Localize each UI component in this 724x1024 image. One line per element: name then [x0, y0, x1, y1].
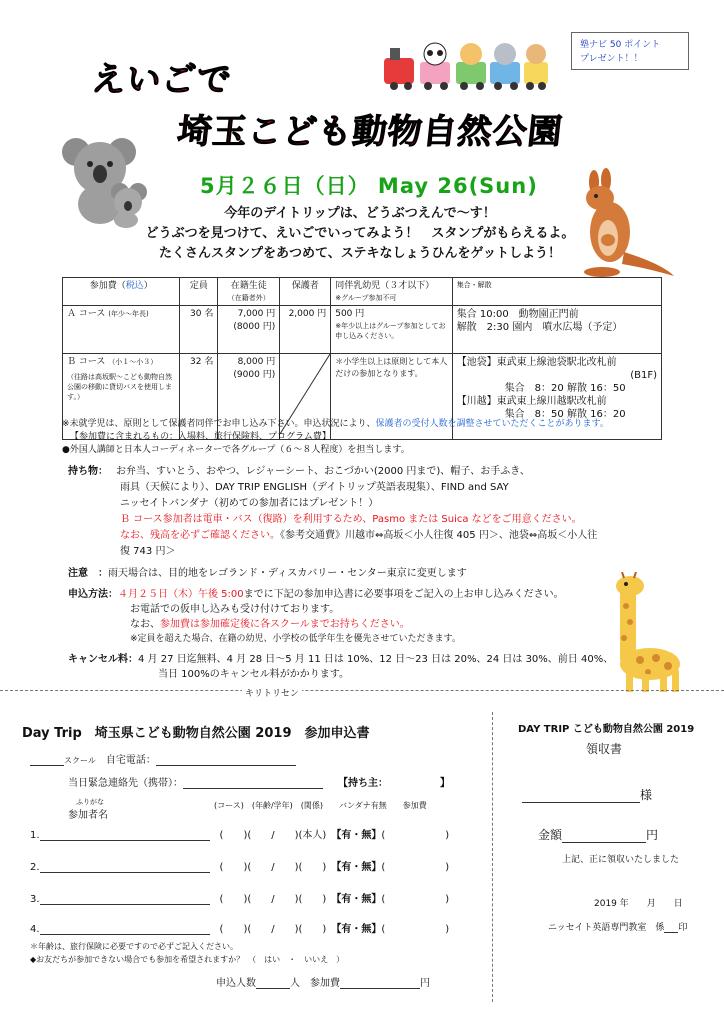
event-date: 5月２６日（日） May 26(Sun)	[200, 174, 538, 198]
belongings-warning: Ｂ コース参加者は電車・バス（復路）を利用するため、Pasmo または Suica などをご用意ください。	[120, 514, 582, 525]
promo-box	[571, 32, 689, 70]
belongings-line: ニッセイトバンダナ（初めての参加者にはプレゼント！）	[120, 498, 379, 509]
participant-row[interactable]: 4. ( )( / )( ) 【有・無】( )	[30, 924, 450, 935]
note-1: ※未就学児は、原則として保護者同伴でお申し込み下さい。申込状況により、保護者の受付人数を調整させていただくことがあります。	[62, 419, 609, 429]
receipt-date: 2019 年 月 日	[594, 899, 683, 909]
participant-row[interactable]: 1. ( )( / )(本人) 【有・無】( )	[30, 830, 450, 841]
header-student: 在籍生徒 （在籍者外）	[218, 278, 280, 306]
form-total[interactable]: 申込人数 人 参加費 円	[216, 978, 430, 989]
participant-row[interactable]: 2. ( )( / )( ) 【有・無】( )	[30, 862, 450, 873]
train-animals-illustration	[380, 38, 550, 94]
belongings-line: お弁当、すいとう、おやつ、レジャーシート、おこづかい(2000 円まで)、帽子、お手ふき、	[116, 466, 530, 477]
course-b: Ｂ コース （小１〜小３） （往路は高坂駅〜こども動物自然公園の移動に貸切バスを使用します。）	[63, 354, 180, 440]
course-a: Ａ コース (年少〜年長)	[63, 306, 180, 354]
course-b-child: ＊小学生以上は原則として本人だけの参加となります。	[331, 354, 452, 440]
title-line-2: 埼玉こども動物自然公園	[175, 112, 565, 152]
cut-line-label: キリトリセン	[242, 686, 302, 699]
school-field[interactable]: スクール 自宅電話：	[30, 751, 296, 766]
receipt-heading: 領収書	[586, 742, 623, 756]
course-a-guardian: 2,000 円	[280, 306, 331, 354]
note-2: 【参加費に含まれるもの：入場料、旅行保険料、プログラム費】	[70, 432, 331, 442]
header-capacity: 定員	[180, 278, 218, 306]
receipt-school: ニッセイト英語専門教室 係 印	[548, 923, 688, 933]
notes	[62, 418, 682, 457]
course-b-student: 8,000 円 (9000 円)	[218, 354, 280, 440]
promo-line-2: プレゼント！！	[580, 54, 643, 64]
table-row-a	[63, 306, 662, 354]
receipt-amount-field[interactable]: 金額 円	[538, 828, 659, 842]
receipt-received-text: 上記、正に領収いたしました	[562, 855, 680, 865]
header-fee: 参加費（税込）	[63, 278, 180, 306]
receipt-title: DAY TRIP こども動物自然公園 2019	[518, 724, 695, 735]
cancel-fee: キャンセル料：4 月 27 日迄無料、4 月 28 日〜5 月 11 日は 10%、12 日〜23 日は 20%、24 日は 30%、前日 40%、 当日 100%のキャンセル料がかかります。	[68, 654, 614, 680]
course-b-capacity: 32 名	[180, 354, 218, 440]
receipt-divider	[492, 712, 493, 1002]
participant-row[interactable]: 3. ( )( / )( ) 【有・無】( )	[30, 894, 450, 905]
receipt-name-field[interactable]: 様	[522, 786, 652, 803]
apply-method: 申込方法：４月２５日（木）午後 5:00までに下記の参加申込書に必要事項をご記入の上お申し込みください。 お電話での仮申し込みも受け付けております。 なお、参加費は参加確定後に各スクールまでお持ちください。 ※定員を超えた場合、在籍の幼児、小学校の低学年生を優先させていただきます。	[68, 589, 564, 644]
form-notes: ＊年齢は、旅行保険に必要ですので必ずご記入ください。 ◆お友だちが参加できない場合でも参加を希望されますか？ （ はい ・ いいえ ）	[30, 942, 345, 964]
belongings-line: 雨具（天候により）、DAY TRIP ENGLISH（デイトリップ英語表現集）、FIND and SAY	[120, 482, 509, 493]
course-a-student: 7,000 円 (8000 円)	[218, 306, 280, 354]
course-b-meet: 【池袋】東武東上線池袋駅北改札前 (B1F) 集合 8：20 解散 16：50 【川越】東武東上線川越駅改札前 集合 8：50 解散 16：20	[452, 354, 661, 440]
belongings	[68, 464, 678, 560]
course-a-meet: 集合 10:00 動物園正門前 解散 2:30 園内 噴水広場（予定）	[452, 306, 661, 354]
intro-text	[110, 204, 610, 264]
title-line-1: えいごで	[89, 60, 234, 100]
course-a-capacity: 30 名	[180, 306, 218, 354]
fee-table	[62, 277, 662, 440]
belongings-label: 持ち物：	[68, 466, 108, 477]
emergency-contact-field[interactable]: 当日緊急連絡先（携帯）： 【持ち主： 】	[68, 778, 450, 789]
participant-name-header: ふりがな 参加者名	[68, 798, 108, 821]
form-column-headers: (コース) (年齢/学年) (関係) バンダナ有無 参加費	[214, 801, 427, 810]
intro-line: どうぶつを見つけて、えいごでいってみよう！ スタンプがもらえるよ。	[145, 226, 575, 241]
cut-line	[0, 690, 724, 691]
belongings-line: 復 743 円＞	[120, 546, 176, 557]
course-a-child: 500 円 ※年少以上はグループ参加としてお申し込みください。	[331, 306, 452, 354]
header-meet: 集合・解散	[452, 278, 661, 306]
note-3: ●外国人講師と日本人コーディネーターで各グループ（６〜８人程度）を担当します。	[62, 445, 410, 455]
apply-label: 申込方法：	[68, 589, 118, 600]
table-header-row	[63, 278, 662, 306]
header-child: 同伴乳幼児（３才以下） ※グループ参加不可	[331, 278, 452, 306]
form-title: Day Trip 埼玉県こども動物自然公園 2019 参加申込書	[22, 726, 370, 741]
belongings-line: なお、残高を必ずご確認ください。《参考交通費》川越市⇔高坂＜小人往復 405 円＞、池袋⇔高坂＜小人往	[120, 530, 598, 541]
intro-line: 今年のデイトリップは、どうぶつえんで〜す！	[224, 206, 496, 221]
caution: 注意 ：雨天場合は、目的地をレゴランド・ディスカバリー・センター東京に変更します	[68, 568, 467, 579]
promo-line-1: 塾ナビ 50 ポイント	[580, 40, 661, 50]
header-guardian: 保護者	[280, 278, 331, 306]
intro-line: たくさんスタンプをあつめて、ステキなしょうひんをゲットしよう！	[159, 246, 561, 261]
